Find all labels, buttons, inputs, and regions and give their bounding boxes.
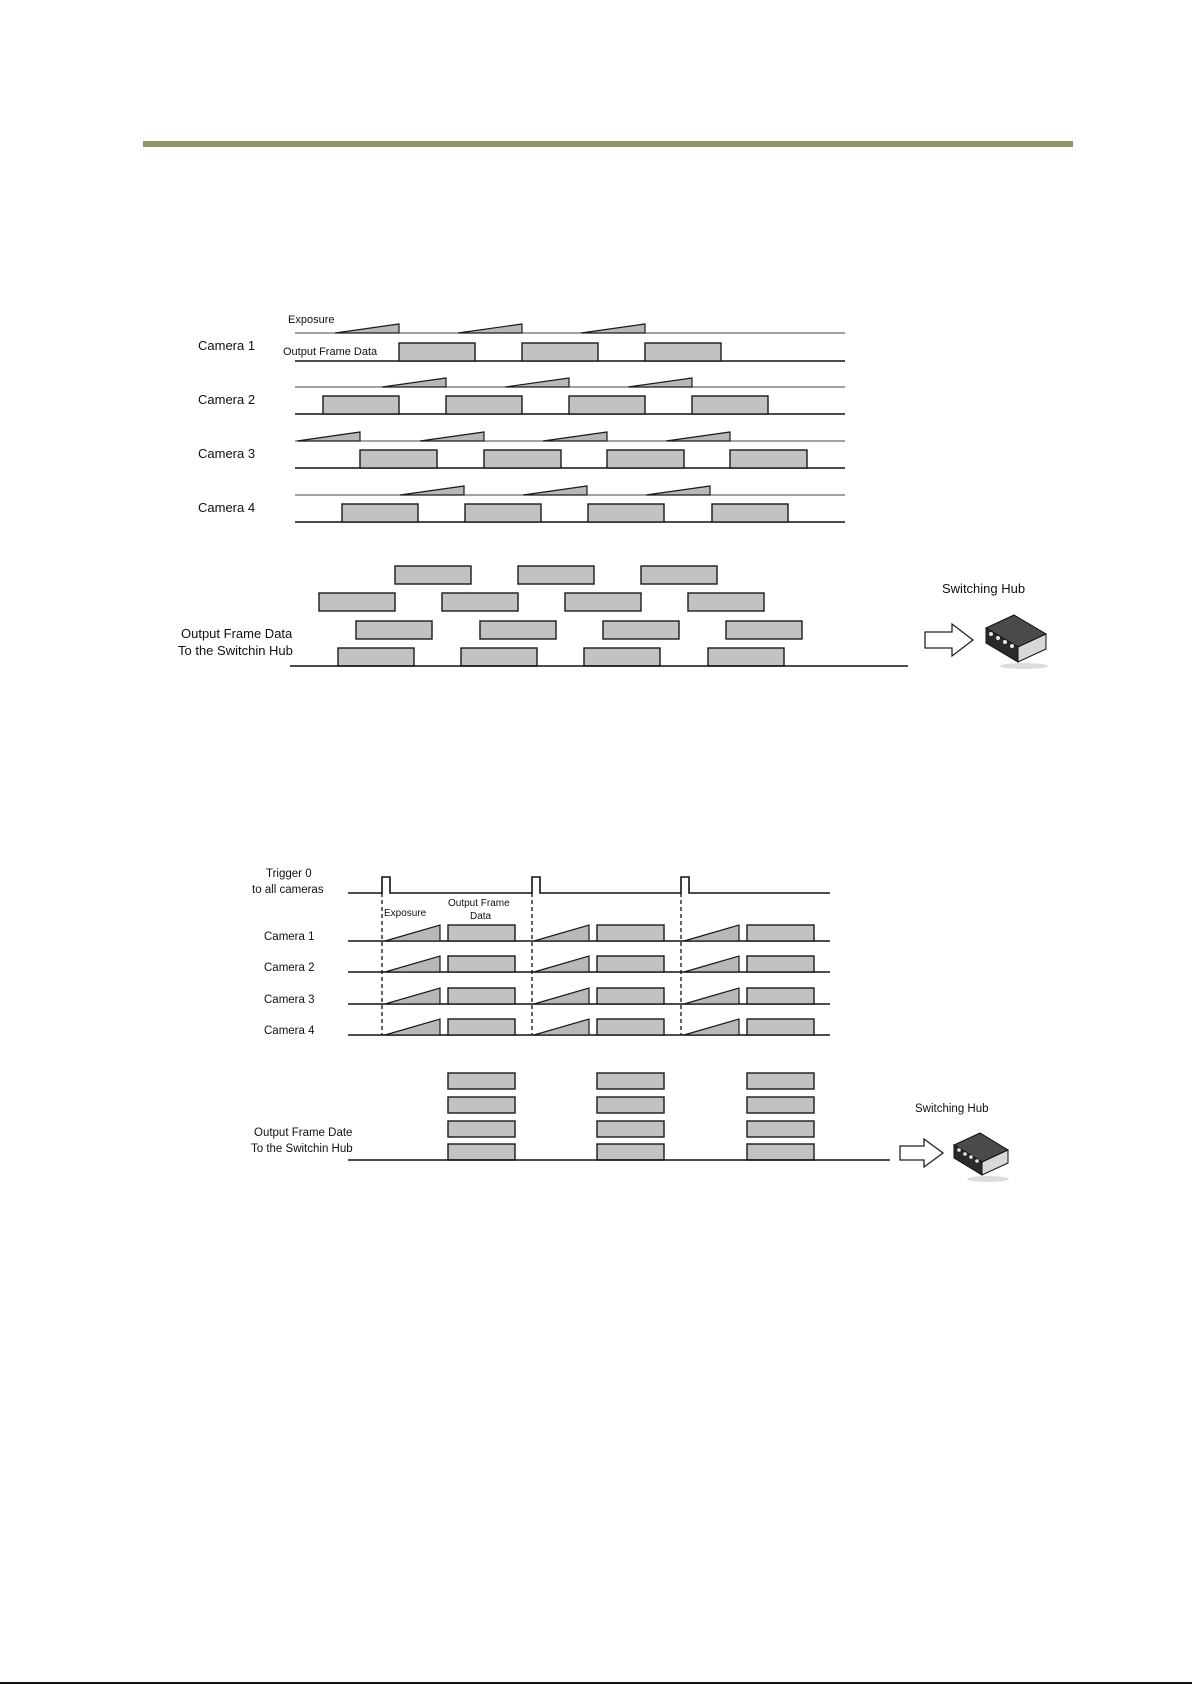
- frame-block: [399, 343, 475, 361]
- combined-frame-block: [442, 593, 518, 611]
- combined-frame-block: [584, 648, 660, 666]
- exposure-ramp: [400, 486, 464, 495]
- exposure-ramp: [646, 486, 710, 495]
- frame-block: [747, 1019, 814, 1035]
- combined-frame-block: [395, 566, 471, 584]
- exposure-ramp: [666, 432, 730, 441]
- frame-block: [448, 988, 515, 1004]
- combined-frame-block: [448, 1073, 515, 1089]
- output-frame-label-2-line2: Data: [470, 911, 492, 922]
- combined-output-label-line2: To the Switchin Hub: [178, 643, 293, 658]
- exposure-ramp: [628, 378, 692, 387]
- combined-frame-block: [641, 566, 717, 584]
- combined-frame-block: [480, 621, 556, 639]
- combined-frame-block: [597, 1121, 664, 1137]
- camera-2-label-2: Camera 2: [264, 962, 315, 974]
- trigger-label-line1: Trigger 0: [266, 868, 312, 880]
- combined-frame-block: [603, 621, 679, 639]
- combined-frame-block: [726, 621, 802, 639]
- frame-block: [323, 396, 399, 414]
- output-frame-data-label: Output Frame Data: [283, 346, 378, 358]
- frame-block: [484, 450, 561, 468]
- exposure-ramp: [534, 988, 589, 1004]
- combined-frame-block: [708, 648, 784, 666]
- combined-output-label-line1: Output Frame Data: [181, 626, 293, 641]
- exposure-ramp: [335, 324, 399, 333]
- triggered-timing-diagram: [251, 868, 1009, 1182]
- arrow-right-icon: [900, 1139, 943, 1167]
- camera-2-label: Camera 2: [198, 392, 256, 407]
- exposure-ramp: [458, 324, 522, 333]
- frame-block: [342, 504, 418, 522]
- switching-hub-icon: [986, 615, 1048, 669]
- exposure-ramp: [382, 378, 446, 387]
- exposure-ramp: [385, 988, 440, 1004]
- frame-block: [692, 396, 768, 414]
- combined-frame-block: [688, 593, 764, 611]
- exposure-ramp: [534, 925, 589, 941]
- frame-block: [360, 450, 437, 468]
- combined-frame-block: [448, 1121, 515, 1137]
- footer-rule: [0, 1682, 1192, 1684]
- combined-frame-block: [448, 1144, 515, 1160]
- exposure-ramp: [420, 432, 484, 441]
- exposure-ramp: [581, 324, 645, 333]
- trigger-label-line2: to all cameras: [252, 884, 324, 896]
- arrow-right-icon: [925, 624, 973, 656]
- trigger-waveform: [348, 877, 830, 893]
- output-frame-label-2-line1: Output Frame: [448, 898, 510, 909]
- exposure-label-2: Exposure: [384, 908, 427, 919]
- combined-frame-block: [356, 621, 432, 639]
- combined-frame-block: [747, 1121, 814, 1137]
- combined-frame-block: [747, 1097, 814, 1113]
- switching-hub-label-2: Switching Hub: [915, 1103, 989, 1115]
- combined-frame-block: [518, 566, 594, 584]
- frame-block: [448, 956, 515, 972]
- camera-4-label-2: Camera 4: [264, 1025, 315, 1037]
- frame-block: [569, 396, 645, 414]
- combined-frame-block: [747, 1073, 814, 1089]
- frame-block: [465, 504, 541, 522]
- exposure-ramp: [385, 956, 440, 972]
- combined-frame-block: [461, 648, 537, 666]
- frame-block: [588, 504, 664, 522]
- exposure-ramp: [385, 925, 440, 941]
- exposure-ramp: [523, 486, 587, 495]
- frame-block: [448, 925, 515, 941]
- combined-frame-block: [597, 1097, 664, 1113]
- exposure-ramp: [297, 432, 360, 441]
- exposure-ramp: [385, 1019, 440, 1035]
- frame-block: [597, 956, 664, 972]
- frame-block: [448, 1019, 515, 1035]
- frame-block: [712, 504, 788, 522]
- frame-block: [597, 1019, 664, 1035]
- combined-frame-block: [319, 593, 395, 611]
- exposure-ramp: [505, 378, 569, 387]
- combined-frame-block: [597, 1073, 664, 1089]
- frame-block: [747, 925, 814, 941]
- switching-hub-label: Switching Hub: [942, 581, 1026, 596]
- switching-hub-icon: [954, 1133, 1009, 1182]
- frame-block: [730, 450, 807, 468]
- camera-3-label: Camera 3: [198, 446, 256, 461]
- camera-4-label: Camera 4: [198, 500, 256, 515]
- frame-block: [446, 396, 522, 414]
- frame-block: [747, 988, 814, 1004]
- exposure-ramp: [684, 925, 739, 941]
- combined-output-label-2-line2: To the Switchin Hub: [251, 1143, 353, 1155]
- exposure-ramp: [534, 956, 589, 972]
- exposure-ramp: [534, 1019, 589, 1035]
- combined-frame-block: [448, 1097, 515, 1113]
- combined-frame-block: [747, 1144, 814, 1160]
- exposure-label: Exposure: [288, 314, 335, 326]
- frame-block: [747, 956, 814, 972]
- exposure-ramp: [684, 1019, 739, 1035]
- frame-block: [607, 450, 684, 468]
- exposure-ramp: [684, 988, 739, 1004]
- frame-block: [597, 988, 664, 1004]
- frame-block: [645, 343, 721, 361]
- combined-frame-block: [565, 593, 641, 611]
- frame-block: [597, 925, 664, 941]
- combined-output-label-2-line1: Output Frame Date: [254, 1127, 353, 1139]
- combined-frame-block: [338, 648, 414, 666]
- camera-1-label: Camera 1: [198, 338, 256, 353]
- header-rule: [143, 141, 1073, 147]
- exposure-ramp: [543, 432, 607, 441]
- staggered-timing-diagram: [178, 314, 1048, 669]
- camera-3-label-2: Camera 3: [264, 994, 315, 1006]
- frame-block: [522, 343, 598, 361]
- camera-1-label-2: Camera 1: [264, 931, 315, 943]
- combined-frame-block: [597, 1144, 664, 1160]
- exposure-ramp: [684, 956, 739, 972]
